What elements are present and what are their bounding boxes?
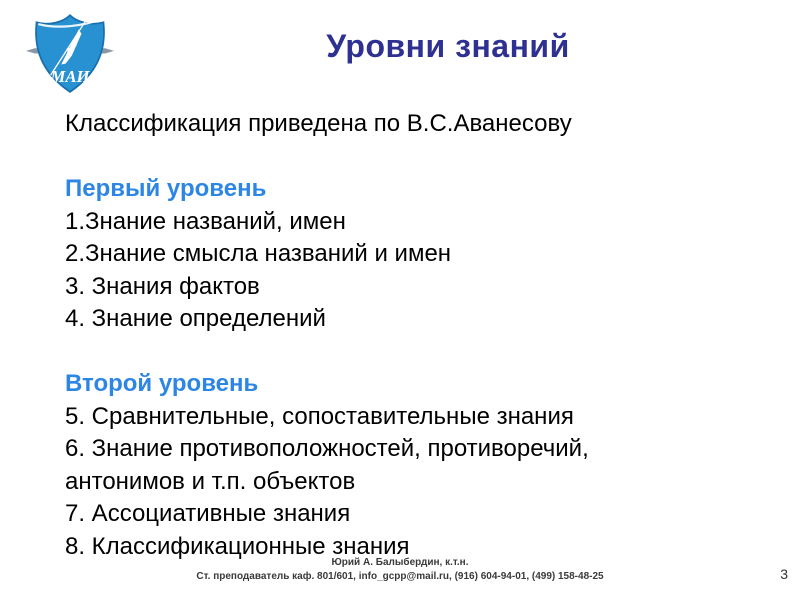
logo-text: МАИ <box>50 67 90 87</box>
list-item: 1.Знание названий, имен <box>65 207 346 235</box>
intro-text: Классификация приведена по В.С.Аванесову <box>65 110 572 137</box>
section-heading-level2: Второй уровень <box>65 370 259 397</box>
section-heading-level1: Первый уровень <box>65 175 267 202</box>
list-item: 3. Знания фактов <box>65 272 260 300</box>
slide-title: Уровни знаний <box>326 28 570 64</box>
list-item: 7. Ассоциативные знания <box>65 500 351 527</box>
list-item: 6. Знание противоположностей, противоречий, антонимов и т.п. объектов <box>65 435 589 495</box>
slide-footer <box>0 556 800 584</box>
list-item: 4. Знание определений <box>65 305 326 332</box>
page-number: 3 <box>780 566 788 582</box>
list-item: 5. Сравнительные, сопоставительные знания <box>65 402 574 430</box>
list-item: 8. Классификационные знания <box>65 532 410 560</box>
footer-contact: Ст. преподаватель каф. 801/601, info_gcpp@mail.ru, (916) 604-94-01, (499) 158-48-25 <box>196 571 604 582</box>
list-item: 2.Знание смысла названий и имен <box>65 240 452 267</box>
footer-author: Юрий А. Балыбердин, к.т.н. <box>331 557 469 568</box>
slide-body <box>65 108 710 563</box>
